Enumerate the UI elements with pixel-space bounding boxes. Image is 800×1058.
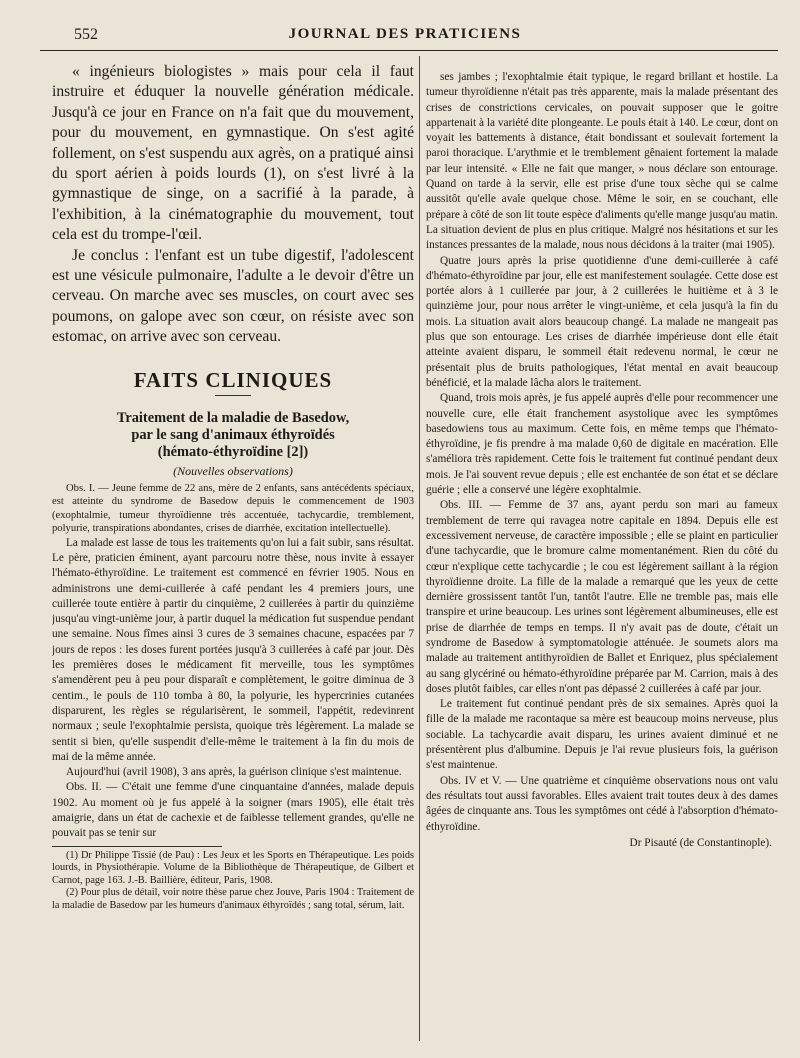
footnote-1: (1) Dr Philippe Tissié (de Pau) : Les Jeux et les Sports en Thérapeutique. Les poids lourds, in Physiothérapie. Volume de la Bibliothèque de Thérapeutique, de Gilbert et Carnot, page 163. J.-B. Baillière, éditeur, Paris, 1908. <box>52 849 414 886</box>
intro-paragraph-2: Je conclus : l'enfant est un tube digestif, l'adolescent est une vésicule pulmonaire, l'adulte a le devoir d'être un cerveau. On marche avec ses muscles, on court avec ses poumons, on galope avec son cœur, on résiste avec son estomac, on arrive avec son cerveau. <box>52 246 414 346</box>
author-signature: Dr Pisauté (de Constantinople). <box>629 836 772 849</box>
article-subtitle: (Nouvelles observations) <box>173 463 293 478</box>
journal-title: JOURNAL DES PRATICIENS <box>288 26 522 42</box>
footnote-2: (2) Pour plus de détail, voir notre thèse parue chez Jouve, Paris 1904 : Traitement de la maladie de Basedow par les humeurs d'animaux éthyroïdés ; sang total, sérum, lait. <box>52 887 414 911</box>
footnotes <box>52 850 414 913</box>
intro-text <box>52 62 414 348</box>
article-title-line-1: Traitement de la maladie de Basedow, <box>116 409 350 426</box>
right-column <box>426 70 778 1030</box>
intro-paragraph-1: « ingénieurs biologistes » mais pour cela il faut instruire et éduquer la nouvelle génération médicale. Jusqu'à ce jour en France on n'a fait que du mouvement, pour du mouvement, en gymnastique. On s'est agité follement, on s'est suspendu aux agrès, on a pratiqué ainsi du sport aérien à poids lourds (1), on s'est livré à la gymnastique de singe, on a sacrifié à la parade, à l'exhibition, à la cinématographie du mouvement, tout cela est du trompe-l'œil. <box>52 63 414 244</box>
body-paragraph-1: La malade est lasse de tous les traitements qu'on lui a fait subir, sans résultat. Le père, praticien éminent, ayant parcouru notre thèse, nous invite à essayer l'hémato-éthyroïdine. Le traitement est commencé en février 1905. Nous en administrons une demi-cuillerée à café pendant les 4 premiers jours, une cuillerée toute entière à partir du cinquième, 2 cuillerées à partir du quinzième jusqu'au vingt-unième jour, à partir duquel la médication fut suspendue pendant une semaine. Nous fîmes ainsi 3 cures de 3 semaines chacune, espacées par 7 jours de repos : les doses furent portées jusqu'à 3 cuillerées à café par jour. Dès les premières doses le médicament fit merveille, tous les symptômes s'amendèrent peu à peu pour disparaît e complètement, le goitre diminua de 3 centim., le pouls de 110 tomba à 80, la polyurie, les hypercrinies cutanées disparurent, les règles se régularisèrent, le sommeil, l'appétit, redevinrent normaux ; seule l'exophtalmie persista, quoique très légèrement. La malade se sentit si bien, qu'elle suspendit d'elle-même le traitement à la fin du mois de mai de la même année. <box>52 536 414 763</box>
right-paragraph-1: ses jambes ; l'exophtalmie était typique, le regard brillant et hostile. La tumeur thyroïdienne n'était pas très apparente, mais la malade présentant des crises de constrictions cervicales, on pouvait supposer que le goitre appartenait à la variété dite plongeante. Le pouls était à 140. Le cœur, dont on voyait les battements à distance, était bondissant et soulevait fortement la paroi thoracique. L'arythmie et le tremblement gênaient fortement la malade par leur intensité. « Elle ne fait que manger, » nous déclare son entourage. Quand on tarde à la servir, elle est prise d'une toux sèche qui se calme aussitôt qu'elle avale quelque chose. Même le soir, en se couchant, elle prépare à côté de son lit toute espèce d'aliments qu'elle mange jusqu'au matin. La situation devient de plus en plus critique. Malgré nos hésitations et sur les instances pressantes de la malade, nous nous décidons à la traiter (mai 1905). <box>426 71 778 252</box>
article-body-left <box>52 482 414 842</box>
right-paragraph-4: Obs. III. — Femme de 37 ans, ayant perdu son mari au fameux tremblement de terre qui ravagea notre capitale en 1894. Depuis elle est excessivement nerveuse, de caractère impossible ; elle se plaint en particulier d'une tachycardie, que le bromure calme momentanément. Rien du côté du cœur n'explique cette tachycardie ; le cou est légèrement saillant à la région thyroïdienne droite. La fille de la malade a remarqué que les yeux de cette dernière grossissent tantôt l'un, tantôt l'autre. Elle ne tremble pas, mais elle transpire et urine beaucoup. Les urines sont légèrement albumineuses, elle est prise de diarrhée de temps en temps. Il n'y avait pas de doute, c'était un syndrome de Basedow à symptomatologie atténuée. Je soumets alors ma malade au traitement antithyroïdien de Ballet et Enriquez, plus spécialement au sang glycériné ou hémato-éthyroïdine préparée par M. Carrion, mais à des doses plutôt faibles, car elles n'ont pas dépassé 2 cuillerées à café par jour. <box>426 499 778 695</box>
right-paragraph-2: Quatre jours après la prise quotidienne d'une demi-cuillerée à café d'hémato-éthyroïdine par jour, elle est manifestement soulagée. Cette dose est portée alors à 1 cuillerée par jour, à 2 cuillerées le huitième et à 3 le quinzième jour, pour nous arrêter le vingt-unième, et cela jusqu'à la fin du mois. La situation avait alors beaucoup changé. La malade ne mangeait pas plus que son entourage. Les crises de diarrhée impérieuse dont elle était atteinte avaient disparu, le sommeil était redevenu normal, le cœur ne présentait plus de bruits pathologiques, l'état mental en avait beaucoup bénéficié, et la malade lâcha alors le traitement. <box>426 254 778 389</box>
page-header <box>40 18 770 52</box>
body-paragraph-2: Aujourd'hui (avril 1908), 3 ans après, la guérison clinique s'est maintenue. <box>66 766 402 779</box>
section-heading: FAITS CLINIQUES <box>133 367 333 392</box>
section-rule <box>215 395 251 396</box>
page-number: 552 <box>74 26 98 43</box>
article-body-right <box>426 70 778 835</box>
right-paragraph-3: Quand, trois mois après, je fus appelé auprès d'elle pour recommencer une nouvelle cure, elle était franchement asystolique avec les symptômes basedowiens tous au maximum. Cette fois, en même temps que l'hémato-éthyroïdine, je fis prendre à ma malade 0,60 de digitale en macération. Elle s'améliora très rapidement. Cette fois le traitement fut continué pendant deux mois. Je l'ai souvent revue depuis ; elle est enchantée de son état et se déclare guérie ; elle a conservé une légère exophtalmie. <box>426 392 778 497</box>
footnote-rule <box>52 846 222 847</box>
column-divider <box>419 56 420 1041</box>
right-paragraph-5: Le traitement fut continué pendant près de six semaines. Après quoi la fille de la malade me racontaque sa mère est beaucoup moins nerveuse, plus sociable. La tachycardie avait disparu, les urines avaient diminué et ne présentèrent plus d'albumine. Depuis je l'ai revue plusieurs fois, la guérison s'est maintenue. <box>426 698 778 772</box>
header-rule <box>40 50 778 51</box>
left-column <box>52 62 414 1037</box>
body-paragraph-3: Obs. II. — C'était une femme d'une cinquantaine d'années, malade depuis 1902. Au moment où je fus appelé à la soigner (mars 1905), elle était très amaigrie, dans un état de cachexie et de faiblesse tellement grandes, qu'elle ne pouvait pas se tenir sur <box>52 781 414 840</box>
article-title <box>52 410 414 461</box>
article-title-line-3: (hémato-éthyroïdine [2]) <box>157 443 309 460</box>
obs1-summary: Obs. I. — Jeune femme de 22 ans, mère de 2 enfants, sans antécédents spéciaux, est atteinte du syndrome de Basedow depuis le commencement de 1903 (exophtalmie, tumeur thyroïdienne très accentuée, tachycardie, tremblement, polyurie, transpirations abondantes, crises de diarrhée, excitation intellectuelle). <box>52 482 414 535</box>
right-paragraph-6: Obs. IV et V. — Une quatrième et cinquième observations nous ont valu des résultats tout aussi favorables. Elles avaient trait toutes deux à des dames âgées de cinquante ans. Tous les symptômes ont cédé à l'absorption d'hémato-éthyroïdine. <box>426 774 778 833</box>
article-title-line-2: par le sang d'animaux éthyroïdés <box>131 426 335 443</box>
